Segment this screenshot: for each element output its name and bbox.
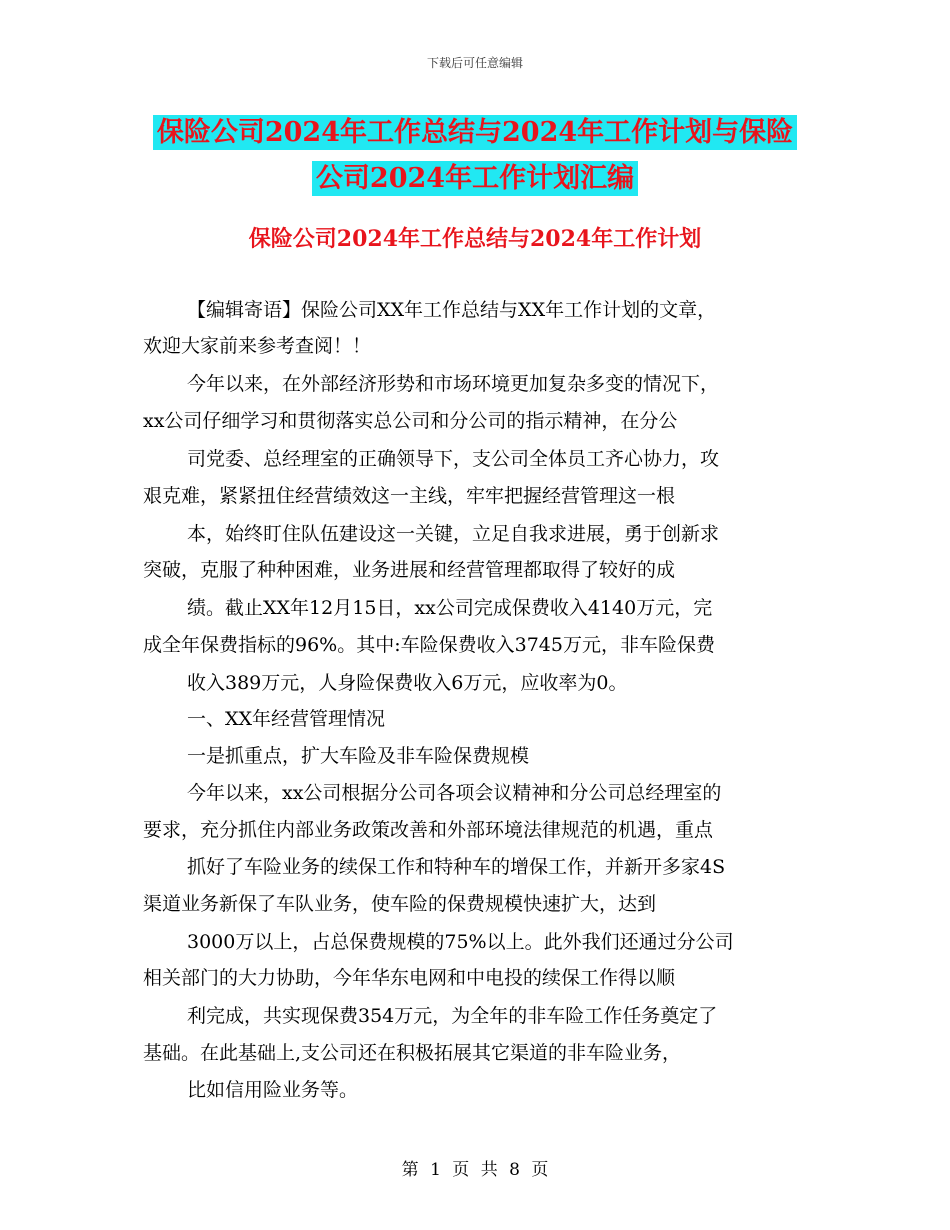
text-line: 相关部门的大力协助，今年华东电网和中电投的续保工作得以顺 xyxy=(143,967,676,989)
text-line: 今年以来，在外部经济形势和市场环境更加复杂多变的情况下， xyxy=(187,373,720,395)
text-line: 绩。截止XX年12月15日，xx公司完成保费收入4140万元，完 xyxy=(187,597,713,619)
document-title-line-1 xyxy=(0,110,950,149)
text-line: 欢迎大家前来参考查阅！！ xyxy=(143,335,372,357)
text-line: 本，始终盯住队伍建设这一关键，立足自我求进展，勇于创新求 xyxy=(187,523,720,545)
text-line: 今年以来，xx公司根据分公司各项会议精神和分公司总经理室的 xyxy=(187,782,722,804)
text-line: 一是抓重点，扩大车险及非车险保费规模 xyxy=(187,745,530,767)
text-line: 艰克难，紧紧扭住经营绩效这一主线，牢牢把握经营管理这一根 xyxy=(143,485,676,507)
text-line: 成全年保费指标的96%。其中:车险保费收入3745万元，非车险保费 xyxy=(143,634,715,656)
text-line: 基础。在此基础上,支公司还在积极拓展其它渠道的非车险业务， xyxy=(143,1042,682,1064)
text-line: 要求，充分抓住内部业务政策改善和外部环境法律规范的机遇，重点 xyxy=(143,819,714,841)
text-line: xx公司仔细学习和贯彻落实总公司和分公司的指示精神，在分公 xyxy=(143,410,678,432)
text-line: 利完成，共实现保费354万元，为全年的非车险工作任务奠定了 xyxy=(187,1005,718,1027)
section-title: 保险公司2024年工作总结与2024年工作计划 xyxy=(248,226,702,252)
text-line: 收入389万元，人身险保费收入6万元，应收率为0。 xyxy=(187,672,628,694)
page-header: 下载后可任意编辑 xyxy=(426,56,523,70)
text-line: 突破，克服了种种困难，业务进展和经营管理都取得了较好的成 xyxy=(143,559,676,581)
text-line: 司党委、总经理室的正确领导下，支公司全体员工齐心协力，攻 xyxy=(187,448,720,470)
document-title-line-2 xyxy=(0,156,950,195)
text-line: 一、XX年经营管理情况 xyxy=(187,708,386,730)
document-title-text-1: 保险公司2024年工作总结与2024年工作计划与保险 xyxy=(153,115,797,150)
document-title-text-2: 公司2024年工作计划汇编 xyxy=(312,161,638,196)
text-line: 抓好了车险业务的续保工作和特种车的增保工作，并新开多家4S xyxy=(187,856,726,878)
text-line: 3000万以上，占总保费规模的75%以上。此外我们还通过分公司 xyxy=(187,931,734,953)
text-line: 【编辑寄语】保险公司XX年工作总结与XX年工作计划的文章， xyxy=(187,299,717,321)
text-line: 比如信用险业务等。 xyxy=(187,1079,359,1101)
page-footer: 第 1 页 共 8 页 xyxy=(401,1160,549,1180)
text-line: 渠道业务新保了车队业务，使车险的保费规模快速扩大，达到 xyxy=(143,893,657,915)
